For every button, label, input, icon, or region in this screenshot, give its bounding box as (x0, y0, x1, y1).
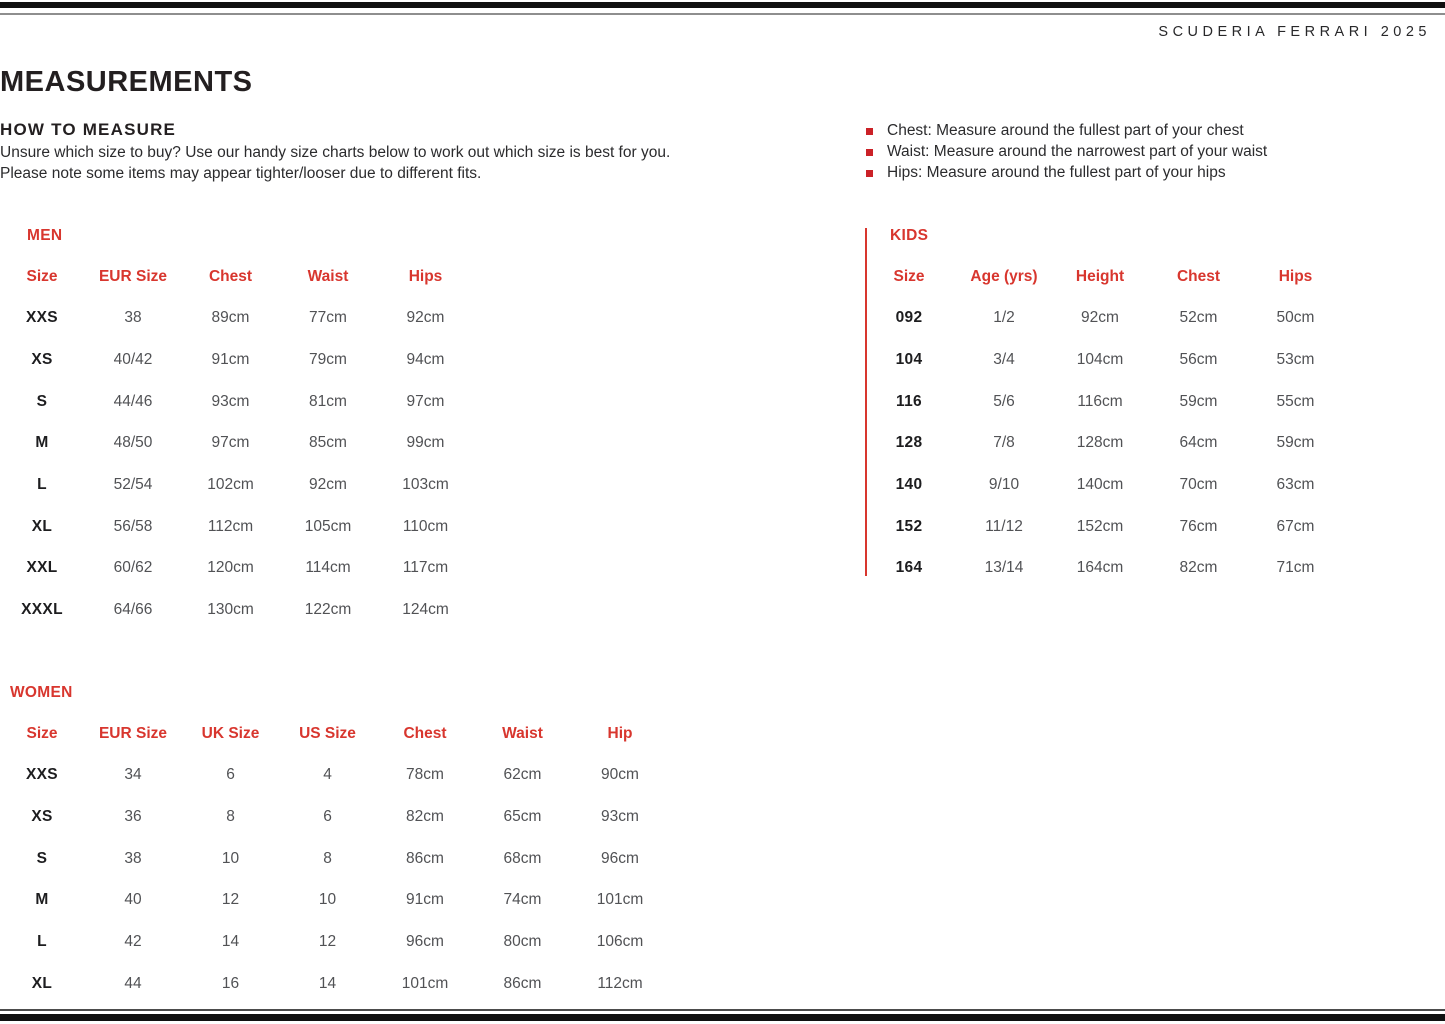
value-cell: 120cm (207, 559, 254, 577)
bullet-square-icon (866, 149, 873, 156)
value-cell: 44/46 (113, 392, 153, 410)
women-section-label: WOMEN (10, 684, 73, 701)
value-cell: 44 (124, 974, 142, 992)
value-cell: 91cm (406, 891, 444, 909)
table-row (0, 880, 669, 922)
table-row (860, 506, 1344, 548)
size-cell: XL (31, 974, 53, 992)
value-cell: 34 (124, 766, 142, 784)
value-cell: 16 (221, 974, 240, 992)
value-cell: 4 (323, 766, 332, 784)
value-cell: 70cm (1179, 476, 1218, 494)
value-cell: 3/4 (993, 351, 1015, 369)
kids-size-table (860, 256, 1344, 589)
value-cell: 97cm (406, 392, 445, 410)
size-cell: 092 (895, 309, 923, 327)
table-row (0, 506, 474, 548)
value-cell: 63cm (1276, 476, 1315, 494)
value-cell: 101cm (401, 974, 449, 992)
table-row (0, 298, 474, 340)
table-header-row (0, 713, 669, 755)
value-cell: 64cm (1179, 434, 1218, 452)
page-title: MEASUREMENTS (0, 66, 253, 98)
table-row (860, 339, 1344, 381)
value-cell: 140cm (1076, 476, 1124, 494)
value-cell: 99cm (406, 434, 445, 452)
size-cell: 164 (895, 559, 923, 577)
bottom-rule-thick (0, 1014, 1445, 1021)
value-cell: 76cm (1179, 517, 1218, 535)
value-cell: 122cm (304, 600, 352, 618)
value-cell: 89cm (211, 309, 250, 327)
table-row (0, 423, 474, 465)
value-cell: 53cm (1276, 351, 1315, 369)
value-cell: 56/58 (113, 517, 153, 535)
column-header: Hip (607, 724, 633, 742)
value-cell: 14 (318, 974, 337, 992)
value-cell: 8 (226, 808, 235, 826)
table-row (0, 381, 474, 423)
table-row (860, 423, 1344, 465)
value-cell: 5/6 (993, 392, 1015, 410)
men-section-label: MEN (27, 227, 63, 244)
top-rule-thin (0, 13, 1445, 15)
value-cell: 86cm (503, 974, 542, 992)
value-cell: 59cm (1179, 392, 1218, 410)
size-cell: L (37, 933, 47, 951)
value-cell: 36 (124, 808, 142, 826)
bottom-rule-thin (0, 1009, 1445, 1011)
table-row (860, 547, 1344, 589)
size-cell: L (37, 476, 47, 494)
size-cell: XS (31, 351, 53, 369)
top-rule-thick (0, 2, 1445, 8)
measure-tips-list (866, 121, 1267, 184)
value-cell: 67cm (1276, 517, 1315, 535)
size-cell: 104 (895, 351, 923, 369)
value-cell: 93cm (601, 808, 639, 826)
table-row (0, 339, 474, 381)
table-row (0, 963, 669, 1005)
column-header: EUR Size (98, 724, 168, 742)
table-row (0, 838, 669, 880)
column-header: Size (26, 724, 58, 742)
table-row (0, 589, 474, 631)
value-cell: 56cm (1179, 351, 1218, 369)
value-cell: 104cm (1076, 351, 1124, 369)
value-cell: 93cm (211, 392, 250, 410)
size-cell: 128 (895, 434, 923, 452)
value-cell: 9/10 (988, 476, 1020, 494)
value-cell: 64/66 (113, 600, 153, 618)
value-cell: 12 (221, 891, 240, 909)
table-row (860, 381, 1344, 423)
value-cell: 1/2 (993, 309, 1015, 327)
table-row (0, 921, 669, 963)
value-cell: 52/54 (113, 476, 153, 494)
value-cell: 96cm (406, 933, 444, 951)
value-cell: 12 (318, 933, 337, 951)
value-cell: 10 (221, 849, 240, 867)
column-header: Chest (208, 267, 253, 285)
value-cell: 114cm (305, 559, 351, 577)
value-cell: 96cm (601, 849, 639, 867)
value-cell: 68cm (503, 849, 542, 867)
value-cell: 116cm (1077, 392, 1123, 410)
value-cell: 112cm (207, 517, 254, 535)
table-header-row (0, 256, 474, 298)
value-cell: 14 (221, 933, 240, 951)
table-row (0, 755, 669, 797)
column-header: Height (1075, 267, 1125, 285)
value-cell: 80cm (503, 933, 542, 951)
value-cell: 110cm (402, 517, 449, 535)
value-cell: 85cm (309, 434, 347, 452)
value-cell: 60/62 (113, 559, 153, 577)
value-cell: 38 (124, 849, 142, 867)
value-cell: 92cm (1081, 309, 1119, 327)
value-cell: 40/42 (113, 351, 153, 369)
value-cell: 40 (124, 891, 142, 909)
value-cell: 59cm (1276, 434, 1315, 452)
size-cell: 140 (895, 476, 923, 494)
table-row (860, 298, 1344, 340)
value-cell: 42 (124, 933, 142, 951)
column-header: Waist (502, 724, 543, 742)
size-cell: M (35, 434, 49, 452)
value-cell: 103cm (402, 476, 449, 494)
value-cell: 82cm (1179, 559, 1218, 577)
value-cell: 97cm (211, 434, 250, 452)
table-row (860, 464, 1344, 506)
value-cell: 10 (318, 891, 337, 909)
how-to-measure-text (0, 142, 670, 184)
value-cell: 101cm (596, 891, 644, 909)
value-cell: 79cm (309, 351, 347, 369)
measure-tip-text: Waist: Measure around the narrowest part of your waist (887, 143, 1268, 160)
value-cell: 128cm (1076, 434, 1124, 452)
table-row (0, 547, 474, 589)
value-cell: 74cm (503, 891, 542, 909)
kids-section-label: KIDS (890, 227, 929, 244)
women-size-table (0, 713, 669, 1004)
size-cell: XXS (26, 309, 58, 327)
size-cell: S (36, 849, 48, 867)
column-header: Size (26, 267, 58, 285)
value-cell: 152cm (1076, 517, 1124, 535)
table-header-row (860, 256, 1344, 298)
table-row (0, 796, 669, 838)
column-header: Hips (408, 267, 443, 285)
men-size-table (0, 256, 474, 631)
value-cell: 38 (124, 309, 142, 327)
column-header: Chest (403, 724, 447, 742)
table-row (0, 464, 474, 506)
size-cell: XXS (26, 766, 58, 784)
value-cell: 13/14 (984, 559, 1024, 577)
value-cell: 11/12 (985, 517, 1023, 535)
value-cell: 164cm (1076, 559, 1124, 577)
value-cell: 71cm (1276, 559, 1315, 577)
value-cell: 62cm (503, 766, 542, 784)
value-cell: 106cm (596, 933, 644, 951)
value-cell: 82cm (406, 808, 444, 826)
brand-text: SCUDERIA FERRARI 2025 (1158, 24, 1431, 40)
value-cell: 6 (226, 766, 235, 784)
how-to-measure-line2: Please note some items may appear tighter/looser due to different fits. (0, 164, 482, 182)
value-cell: 7/8 (993, 434, 1015, 452)
how-to-measure-heading: HOW TO MEASURE (0, 120, 177, 139)
size-cell: XXL (26, 559, 58, 577)
value-cell: 92cm (406, 309, 445, 327)
measure-tip-item (866, 121, 1267, 142)
value-cell: 6 (323, 808, 332, 826)
value-cell: 130cm (207, 600, 254, 618)
size-cell: M (35, 891, 49, 909)
value-cell: 8 (323, 849, 332, 867)
column-header: EUR Size (98, 267, 168, 285)
value-cell: 124cm (402, 600, 449, 618)
value-cell: 81cm (309, 392, 347, 410)
column-header: US Size (299, 724, 356, 742)
value-cell: 92cm (309, 476, 347, 494)
how-to-measure-line1: Unsure which size to buy? Use our handy size charts below to work out which size is best for you. (0, 143, 671, 161)
column-header: UK Size (201, 724, 260, 742)
value-cell: 105cm (304, 517, 352, 535)
value-cell: 50cm (1276, 309, 1315, 327)
value-cell: 52cm (1179, 309, 1218, 327)
size-cell: XL (31, 517, 53, 535)
measure-tip-item (866, 163, 1267, 184)
value-cell: 78cm (406, 766, 444, 784)
measure-tip-text: Chest: Measure around the fullest part of your chest (887, 122, 1244, 139)
value-cell: 91cm (211, 351, 250, 369)
column-header: Age (yrs) (970, 267, 1038, 285)
value-cell: 112cm (597, 974, 643, 992)
value-cell: 48/50 (113, 434, 153, 452)
measure-tip-item (866, 142, 1267, 163)
value-cell: 65cm (503, 808, 542, 826)
bullet-square-icon (866, 128, 873, 135)
value-cell: 102cm (207, 476, 254, 494)
size-cell: 152 (895, 517, 923, 535)
column-header: Chest (1176, 267, 1221, 285)
column-header: Size (893, 267, 925, 285)
value-cell: 117cm (402, 559, 449, 577)
measure-tip-text: Hips: Measure around the fullest part of your hips (887, 164, 1226, 181)
column-header: Hips (1278, 267, 1313, 285)
size-cell: 116 (896, 392, 922, 410)
size-cell: XS (31, 808, 53, 826)
value-cell: 90cm (601, 766, 639, 784)
size-cell: S (36, 392, 48, 410)
value-cell: 94cm (406, 351, 445, 369)
value-cell: 55cm (1276, 392, 1315, 410)
bullet-square-icon (866, 170, 873, 177)
value-cell: 86cm (406, 849, 444, 867)
column-header: Waist (307, 267, 349, 285)
value-cell: 77cm (309, 309, 347, 327)
size-cell: XXXL (21, 600, 63, 618)
